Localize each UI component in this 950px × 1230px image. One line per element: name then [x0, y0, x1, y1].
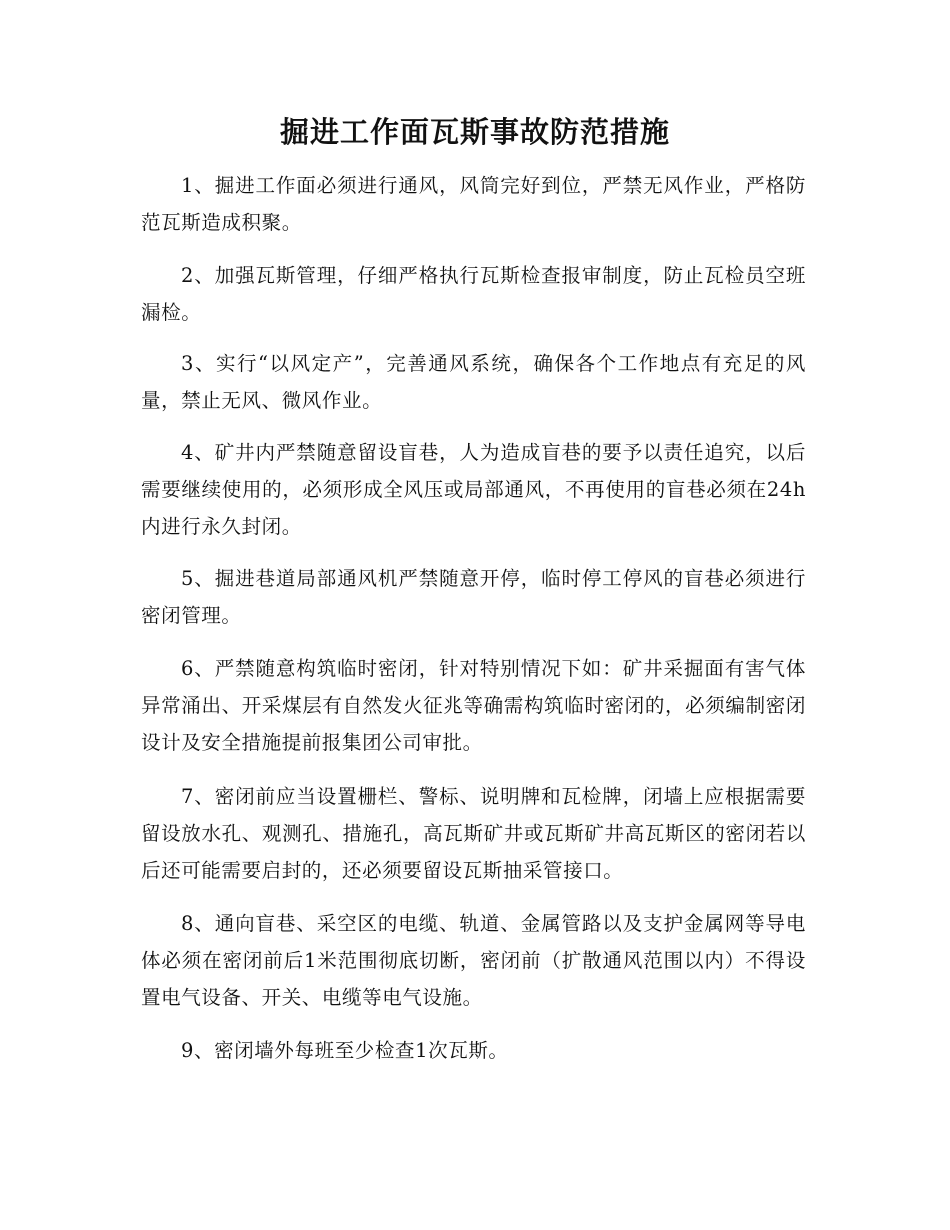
paragraph-9: 9、密闭墙外每班至少检查1次瓦斯。: [181, 1039, 509, 1062]
paragraph-7: 7、密闭前应当设置栅栏、警标、说明牌和瓦检牌，闭墙上应根据需要留设放水孔、观测孔、措施孔，高瓦斯矿井或瓦斯矿井高瓦斯区的密闭若以后还可能需要启封的，还必须要留设瓦斯抽采管接口。: [141, 785, 806, 882]
paragraph-6: 6、严禁随意构筑临时密闭，针对特别情况下如：矿井采掘面有害气体异常涌出、开采煤层有自然发火征兆等确需构筑临时密闭的，必须编制密闭设计及安全措施提前报集团公司审批。: [141, 657, 806, 754]
paragraph-5: 5、掘进巷道局部通风机严禁随意开停，临时停工停风的盲巷必须进行密闭管理。: [141, 567, 806, 627]
paragraph-2: 2、加强瓦斯管理，仔细严格执行瓦斯检查报审制度，防止瓦检员空班漏检。: [141, 264, 806, 324]
document-title: 掘进工作面瓦斯事故防范措施: [279, 115, 670, 149]
paragraph-3: 3、实行“以风定产”，完善通风系统，确保各个工作地点有充足的风量，禁止无风、微风作业。: [141, 352, 806, 412]
paragraph-4: 4、矿井内严禁随意留设盲巷，人为造成盲巷的要予以责任追究，以后需要继续使用的，必须形成全风压或局部通风，不再使用的盲巷必须在24h内进行永久封闭。: [141, 441, 806, 538]
paragraph-8: 8、通向盲巷、采空区的电缆、轨道、金属管路以及支护金属网等导电体必须在密闭前后1米范围彻底切断，密闭前（扩散通风范围以内）不得设置电气设备、开关、电缆等电气设施。: [141, 912, 806, 1009]
paragraph-1: 1、掘进工作面必须进行通风，风筒完好到位，严禁无风作业，严格防范瓦斯造成积聚。: [141, 174, 806, 234]
